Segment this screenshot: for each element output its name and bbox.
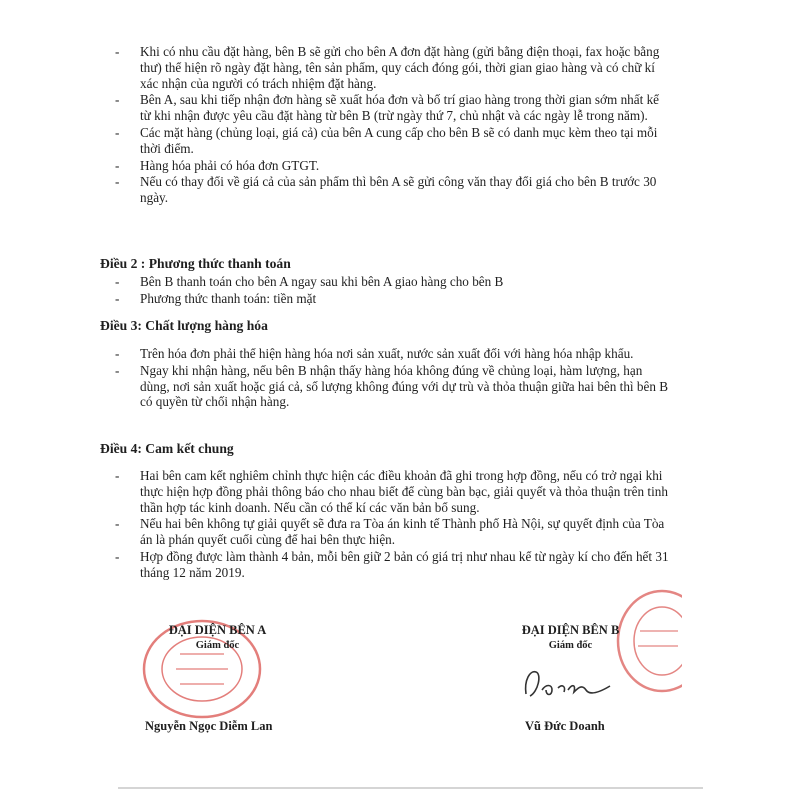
list-item: - Trên hóa đơn phải thể hiện hàng hóa nơi sản xuất, nước sản xuất đối với hàng hóa nhập khẩu. <box>140 346 670 362</box>
signature-b-icon <box>520 662 615 704</box>
list-item: - Các mặt hàng (chủng loại, giá cả) của bên A cung cấp cho bên B sẽ có danh mục kèm theo tại mỗi thời điểm. <box>140 125 670 157</box>
signature-block-b <box>503 623 638 651</box>
article-4-heading: Điều 4: Cam kết chung <box>100 441 234 456</box>
article-4-bullet-list <box>140 468 670 582</box>
article-2-heading: Điều 2 : Phương thức thanh toán <box>100 256 291 271</box>
list-item: - Bên A, sau khi tiếp nhận đơn hàng sẽ xuất hóa đơn và bố trí giao hàng trong thời gian sớm nhất kể từ khi nhận được yêu cầu đặt hàng từ bên B (trừ ngày thứ 7, chủ nhật và các ngày lễ trong năm). <box>140 92 670 124</box>
list-item: - Hai bên cam kết nghiêm chỉnh thực hiện các điều khoản đã ghi trong hợp đồng, nếu có trở ngại khi thực hiện hợp đồng phải thông báo cho nhau biết để cùng bàn bạc, giải quyết và thỏa thuận trên tinh thần hợp tác kinh doanh. Nếu cần có thể kí các văn bản bổ sung. <box>140 468 670 515</box>
party-a-role: Giám đốc <box>195 640 240 651</box>
list-item: - Nếu có thay đổi về giá cả của sản phẩm thì bên A sẽ gửi công văn thay đổi giá cho bên B trước 30 ngày. <box>140 174 670 206</box>
page-bottom-divider <box>118 787 703 789</box>
list-item: - Bên B thanh toán cho bên A ngay sau khi bên A giao hàng cho bên B <box>140 274 670 290</box>
party-b-title: ĐẠI DIỆN BÊN B <box>521 623 620 637</box>
article-2-bullet-list <box>140 274 670 308</box>
article-3-heading: Điều 3: Chất lượng hàng hóa <box>100 318 268 333</box>
list-item: - Phương thức thanh toán: tiền mặt <box>140 291 670 307</box>
list-item: - Hợp đồng được làm thành 4 bản, mỗi bên giữ 2 bản có giá trị như nhau kể từ ngày kí cho đến hết 31 tháng 12 năm 2019. <box>140 549 670 581</box>
party-a-name: Nguyễn Ngọc Diễm Lan <box>145 719 273 733</box>
party-b-name: Vũ Đức Doanh <box>525 719 605 733</box>
list-item: - Nếu hai bên không tự giải quyết sẽ đưa ra Tòa án kinh tế Thành phố Hà Nội, sự quyết định của Tòa án là phán quyết cuối cùng để hai bên thực hiện. <box>140 516 670 548</box>
list-item: - Ngay khi nhận hàng, nếu bên B nhận thấy hàng hóa không đúng về chủng loại, hàm lượng, hạn dùng, nơi sản xuất hoặc giá cả, số lượng không đúng với dự trù và thỏa thuận giữa hai bên thì bên B có quyền từ chối nhận hàng. <box>140 363 670 410</box>
article-3-bullet-list <box>140 346 670 411</box>
intro-bullet-list <box>140 44 670 207</box>
party-b-role: Giám đốc <box>548 640 593 651</box>
signature-block-a <box>150 623 285 651</box>
party-a-title: ĐẠI DIỆN BÊN A <box>168 623 267 637</box>
list-item: - Hàng hóa phải có hóa đơn GTGT. <box>140 158 670 174</box>
list-item: - Khi có nhu cầu đặt hàng, bên B sẽ gửi cho bên A đơn đặt hàng (gửi bằng điện thoại, fax hoặc bằng thư) thể hiện rõ ngày đặt hàng, tên sản phẩm, quy cách đóng gói, thời gian giao hàng và có chữ kí xác nhận của người có trách nhiệm đặt hàng. <box>140 44 670 91</box>
